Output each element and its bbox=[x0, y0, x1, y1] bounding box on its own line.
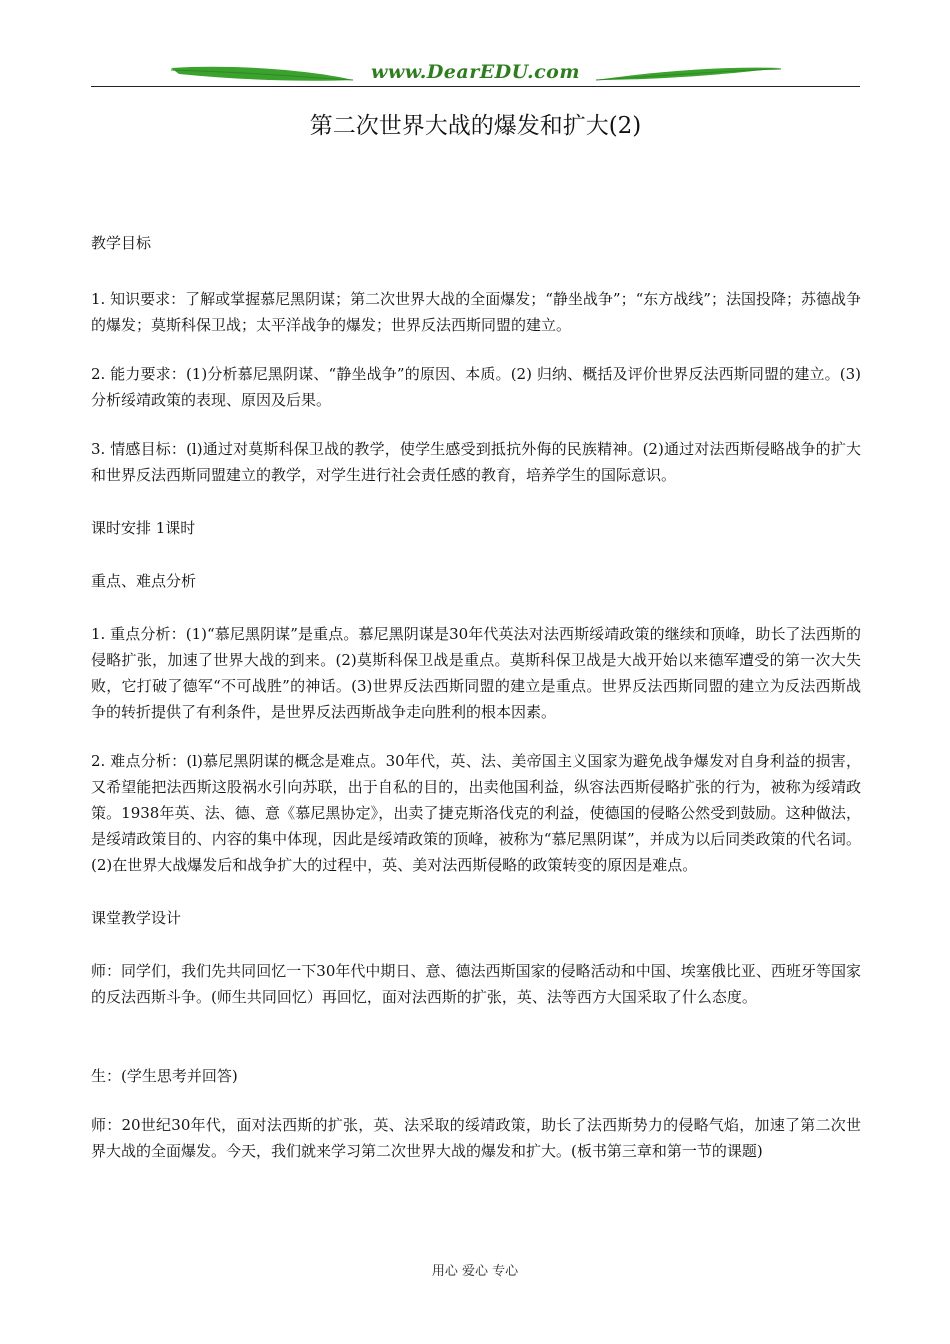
page-header bbox=[91, 58, 860, 90]
site-logo-text: www.DearEDU.com bbox=[371, 61, 580, 83]
header-rule bbox=[91, 86, 860, 87]
section-heading-class-design: 课堂教学设计 bbox=[91, 909, 182, 927]
paragraph-ability-requirements: 2. 能力要求：(1)分析慕尼黑阴谋、“静坐战争”的原因、本质。(2) 归纳、概括及评价世界反法西斯同盟的建立。(3)分析绥靖政策的表现、原因及后果。 bbox=[91, 365, 861, 409]
paragraph-difficulty-analysis: 2. 难点分析：(l)慕尼黑阴谋的概念是难点。30年代，英、法、美帝国主义国家为避免战争爆发对自身利益的损害，又希望能把法西斯这股祸水引向苏联，出于自私的目的，出卖他国利益，纵容法西斯侵略扩张的行为，被称为绥靖政策。1938年英、法、德、意《慕尼黑协定》，出卖了捷克斯洛伐克的利益，使德国的侵略公然受到鼓励。这种做法，是绥靖政策目的、内容的集中体现，因此是绥靖政策的顶峰，被称为“慕尼黑阴谋”，并成为以后同类政策的代名词。(2)在世界大战爆发后和战争扩大的过程中，英、美对法西斯侵略的政策转变的原因是难点。 bbox=[91, 752, 861, 874]
document-body bbox=[91, 230, 861, 1164]
document-title: 第二次世界大战的爆发和扩大(2) bbox=[309, 113, 642, 139]
paragraph-teacher-intro: 师：同学们，我们先共同回忆一下30年代中期日、意、德法西斯国家的侵略活动和中国、埃塞俄比亚、西班牙等国家的反法西斯斗争。(师生共同回忆）再回忆，面对法西斯的扩张，英、法等西方大国采取了什么态度。 bbox=[91, 962, 861, 1006]
paragraph-key-point-analysis: 1. 重点分析：(1)“慕尼黑阴谋”是重点。慕尼黑阴谋是30年代英法对法西斯绥靖政策的继续和顶峰，助长了法西斯的侵略扩张，加速了世界大战的到来。(2)莫斯科保卫战是重点。莫斯科保卫战是大战开始以来德军遭受的第一次大失败，它打破了德军“不可战胜”的神话。(3)世界反法西斯同盟的建立是重点。世界反法西斯同盟的建立为反法西斯战争的转折提供了有利条件，是世界反法西斯战争走向胜利的根本因素。 bbox=[91, 625, 861, 721]
paragraph-emotional-goals: 3. 情感目标：(l)通过对莫斯科保卫战的教学，使学生感受到抵抗外侮的民族精神。(2)通过对法西斯侵略战争的扩大和世界反法西斯同盟建立的教学，对学生进行社会责任感的教育，培养学生的国际意识。 bbox=[91, 440, 861, 484]
paragraph-teacher-summary: 师：20世纪30年代，面对法西斯的扩张，英、法采取的绥靖政策，助长了法西斯势力的侵略气焰，加速了第二次世界大战的全面爆发。今天，我们就来学习第二次世界大战的爆发和扩大。(板书第三章和第一节的课题) bbox=[91, 1116, 861, 1160]
paragraph-lesson-schedule: 课时安排 1课时 bbox=[91, 519, 196, 537]
page-footer: 用心 爱心 专心 bbox=[431, 1264, 519, 1279]
section-heading-key-points: 重点、难点分析 bbox=[91, 572, 197, 590]
section-heading-objectives: 教学目标 bbox=[91, 234, 152, 252]
paragraph-knowledge-requirements: 1. 知识要求：了解或掌握慕尼黑阴谋；第二次世界大战的全面爆发；“静坐战争”；“东方战线”；法国投降；苏德战争的爆发；莫斯科保卫战；太平洋战争的爆发；世界反法西斯同盟的建立。 bbox=[91, 290, 861, 334]
paragraph-student-response: 生：(学生思考并回答) bbox=[91, 1067, 238, 1085]
